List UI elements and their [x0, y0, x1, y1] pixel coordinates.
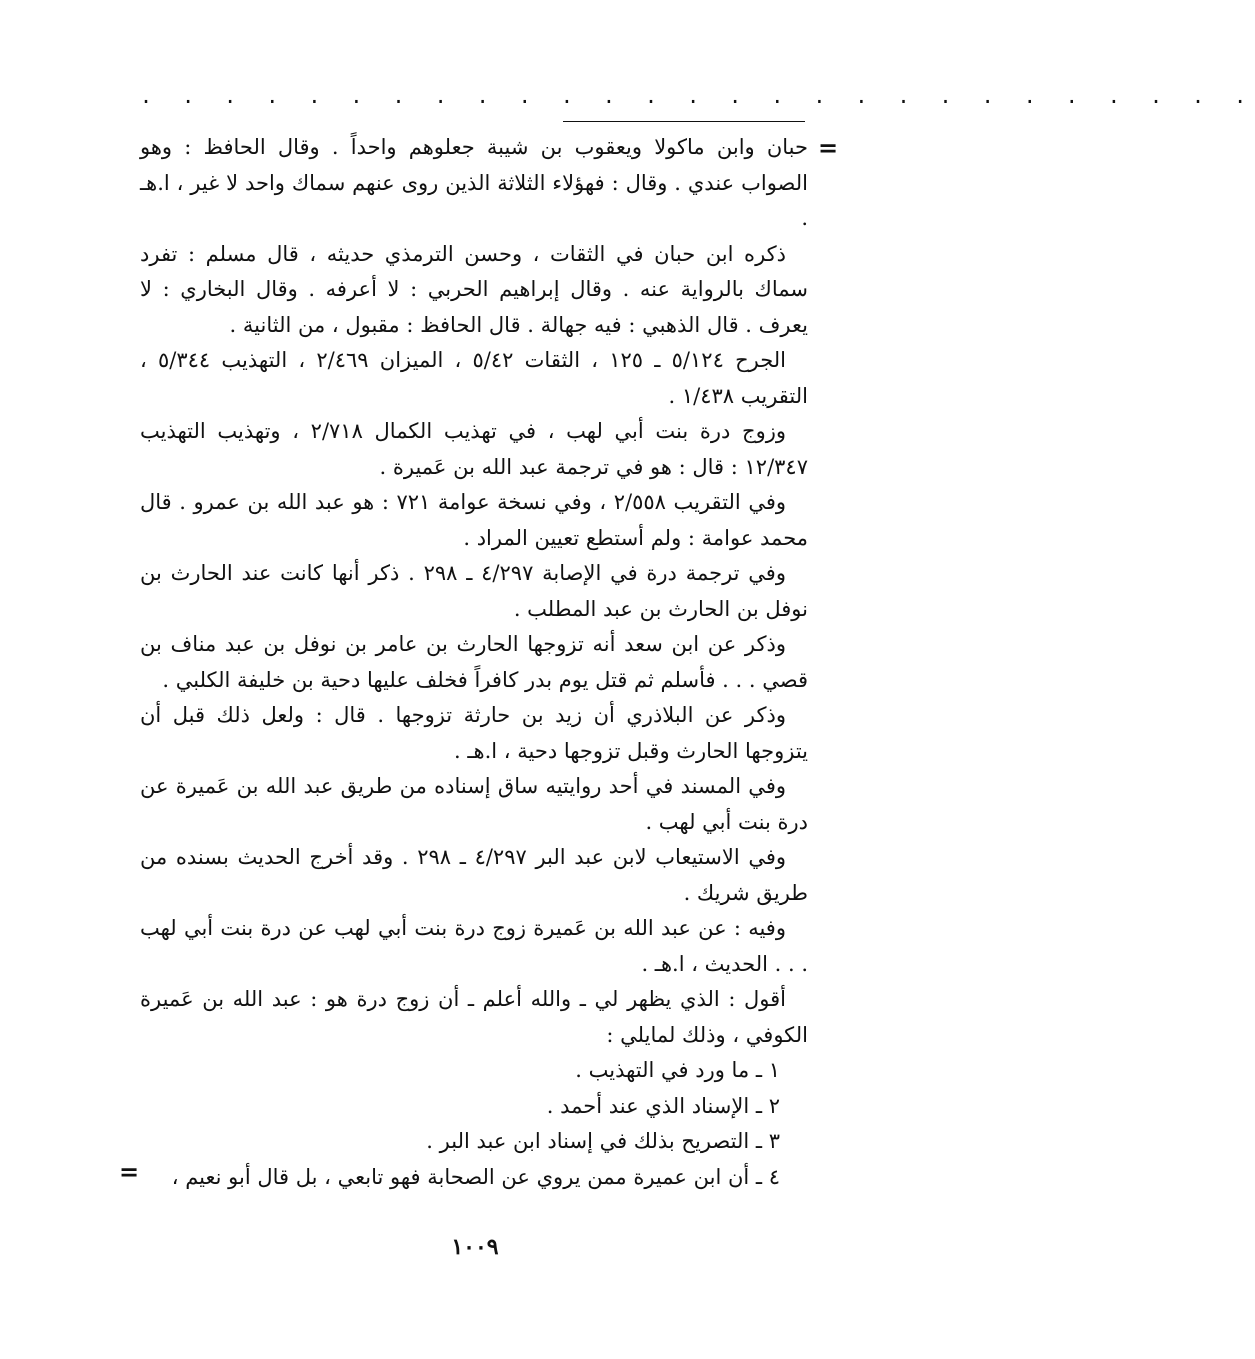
continuation-mark-bottom: = — [119, 1158, 140, 1186]
paragraph-2: ذكره ابن حبان في الثقات ، وحسن الترمذي حديثه ، قال مسلم : تفرد سماك بالرواية عنه . وقال إبراهيم الحربي : لا أعرفه . وقال البخاري : لا يعرف . قال الذهبي : فيه جهالة . قال الحافظ : مقبول ، من الثانية . — [140, 241, 808, 337]
paragraph-10: وفي الاستيعاب لابن عبد البر ٤/٢٩٧ ـ ٢٩٨ . وقد أخرج الحديث بسنده من طريق شريك . — [140, 845, 808, 905]
paragraph-11: وفيه : عن عبد الله بن عَميرة زوج درة بنت أبي لهب عن درة بنت أبي لهب . . . الحديث ، ا.هـ . — [140, 916, 808, 976]
footnote-text-block — [140, 130, 808, 1195]
paragraph-8: وذكر عن البلاذري أن زيد بن حارثة تزوجها . قال : ولعل ذلك قبل أن يتزوجها الحارث وقبل تزوجها دحية ، ا.هـ . — [140, 703, 808, 763]
paragraph-4: وزوج درة بنت أبي لهب ، في تهذيب الكمال ٢/٧١٨ ، وتهذيب التهذيب ١٢/٣٤٧ : قال : هو في ترجمة عبد الله بن عَميرة . — [140, 419, 808, 479]
list-item-4: ٤ ـ أن ابن عميرة ممن يروي عن الصحابة فهو تابعي ، بل قال أبو نعيم ، — [171, 1164, 780, 1189]
paragraph-7: وذكر عن ابن سعد أنه تزوجها الحارث بن عامر بن نوفل بن عبد مناف بن قصي . . . فأسلم ثم قتل يوم بدر كافراً فخلف عليها دحية بن خليفة الكلبي . — [140, 632, 808, 692]
list-item-1: ١ ـ ما ورد في التهذيب . — [575, 1058, 780, 1082]
page-number: ١٠٠٩ — [451, 1234, 499, 1260]
paragraph-1: حبان وابن ماكولا ويعقوب بن شيبة جعلوهم واحداً . وقال الحافظ : وهو الصواب عندي . وقال : فهؤلاء الثلاثة الذين روى عنهم سماك واحد لا غير ، ا.هـ . — [140, 135, 808, 230]
footnote-separator-rule — [563, 121, 805, 122]
paragraph-5: وفي التقريب ٢/٥٥٨ ، وفي نسخة عوامة ٧٢١ : هو عبد الله بن عمرو . قال محمد عوامة : ولم أستطع تعيين المراد . — [140, 490, 808, 550]
continuation-mark-top: = — [818, 134, 839, 162]
paragraph-9: وفي المسند في أحد روايتيه ساق إسناده من طريق عبد الله بن عَميرة عن درة بنت أبي لهب . — [140, 774, 808, 834]
paragraph-12: أقول : الذي يظهر لي ـ والله أعلم ـ أن زوج درة هو : عبد الله بن عَميرة الكوفي ، وذلك لمايلي : — [140, 987, 808, 1047]
list-item-3: ٣ ـ التصريح بذلك في إسناد ابن عبد البر . — [426, 1129, 780, 1153]
list-item-2: ٢ ـ الإسناد الذي عند أحمد . — [546, 1093, 780, 1118]
header-dotted-line: . . . . . . . . . . . . . . . . . . . . . . . . . . . — [140, 84, 1255, 108]
paragraph-3: الجرح ٥/١٢٤ ـ ١٢٥ ، الثقات ٥/٤٢ ، الميزان ٢/٤٦٩ ، التهذيب ٥/٣٤٤ ، التقريب ١/٤٣٨ . — [140, 348, 808, 408]
paragraph-6: وفي ترجمة درة في الإصابة ٤/٢٩٧ ـ ٢٩٨ . ذكر أنها كانت عند الحارث بن نوفل بن الحارث بن عبد المطلب . — [140, 561, 808, 621]
